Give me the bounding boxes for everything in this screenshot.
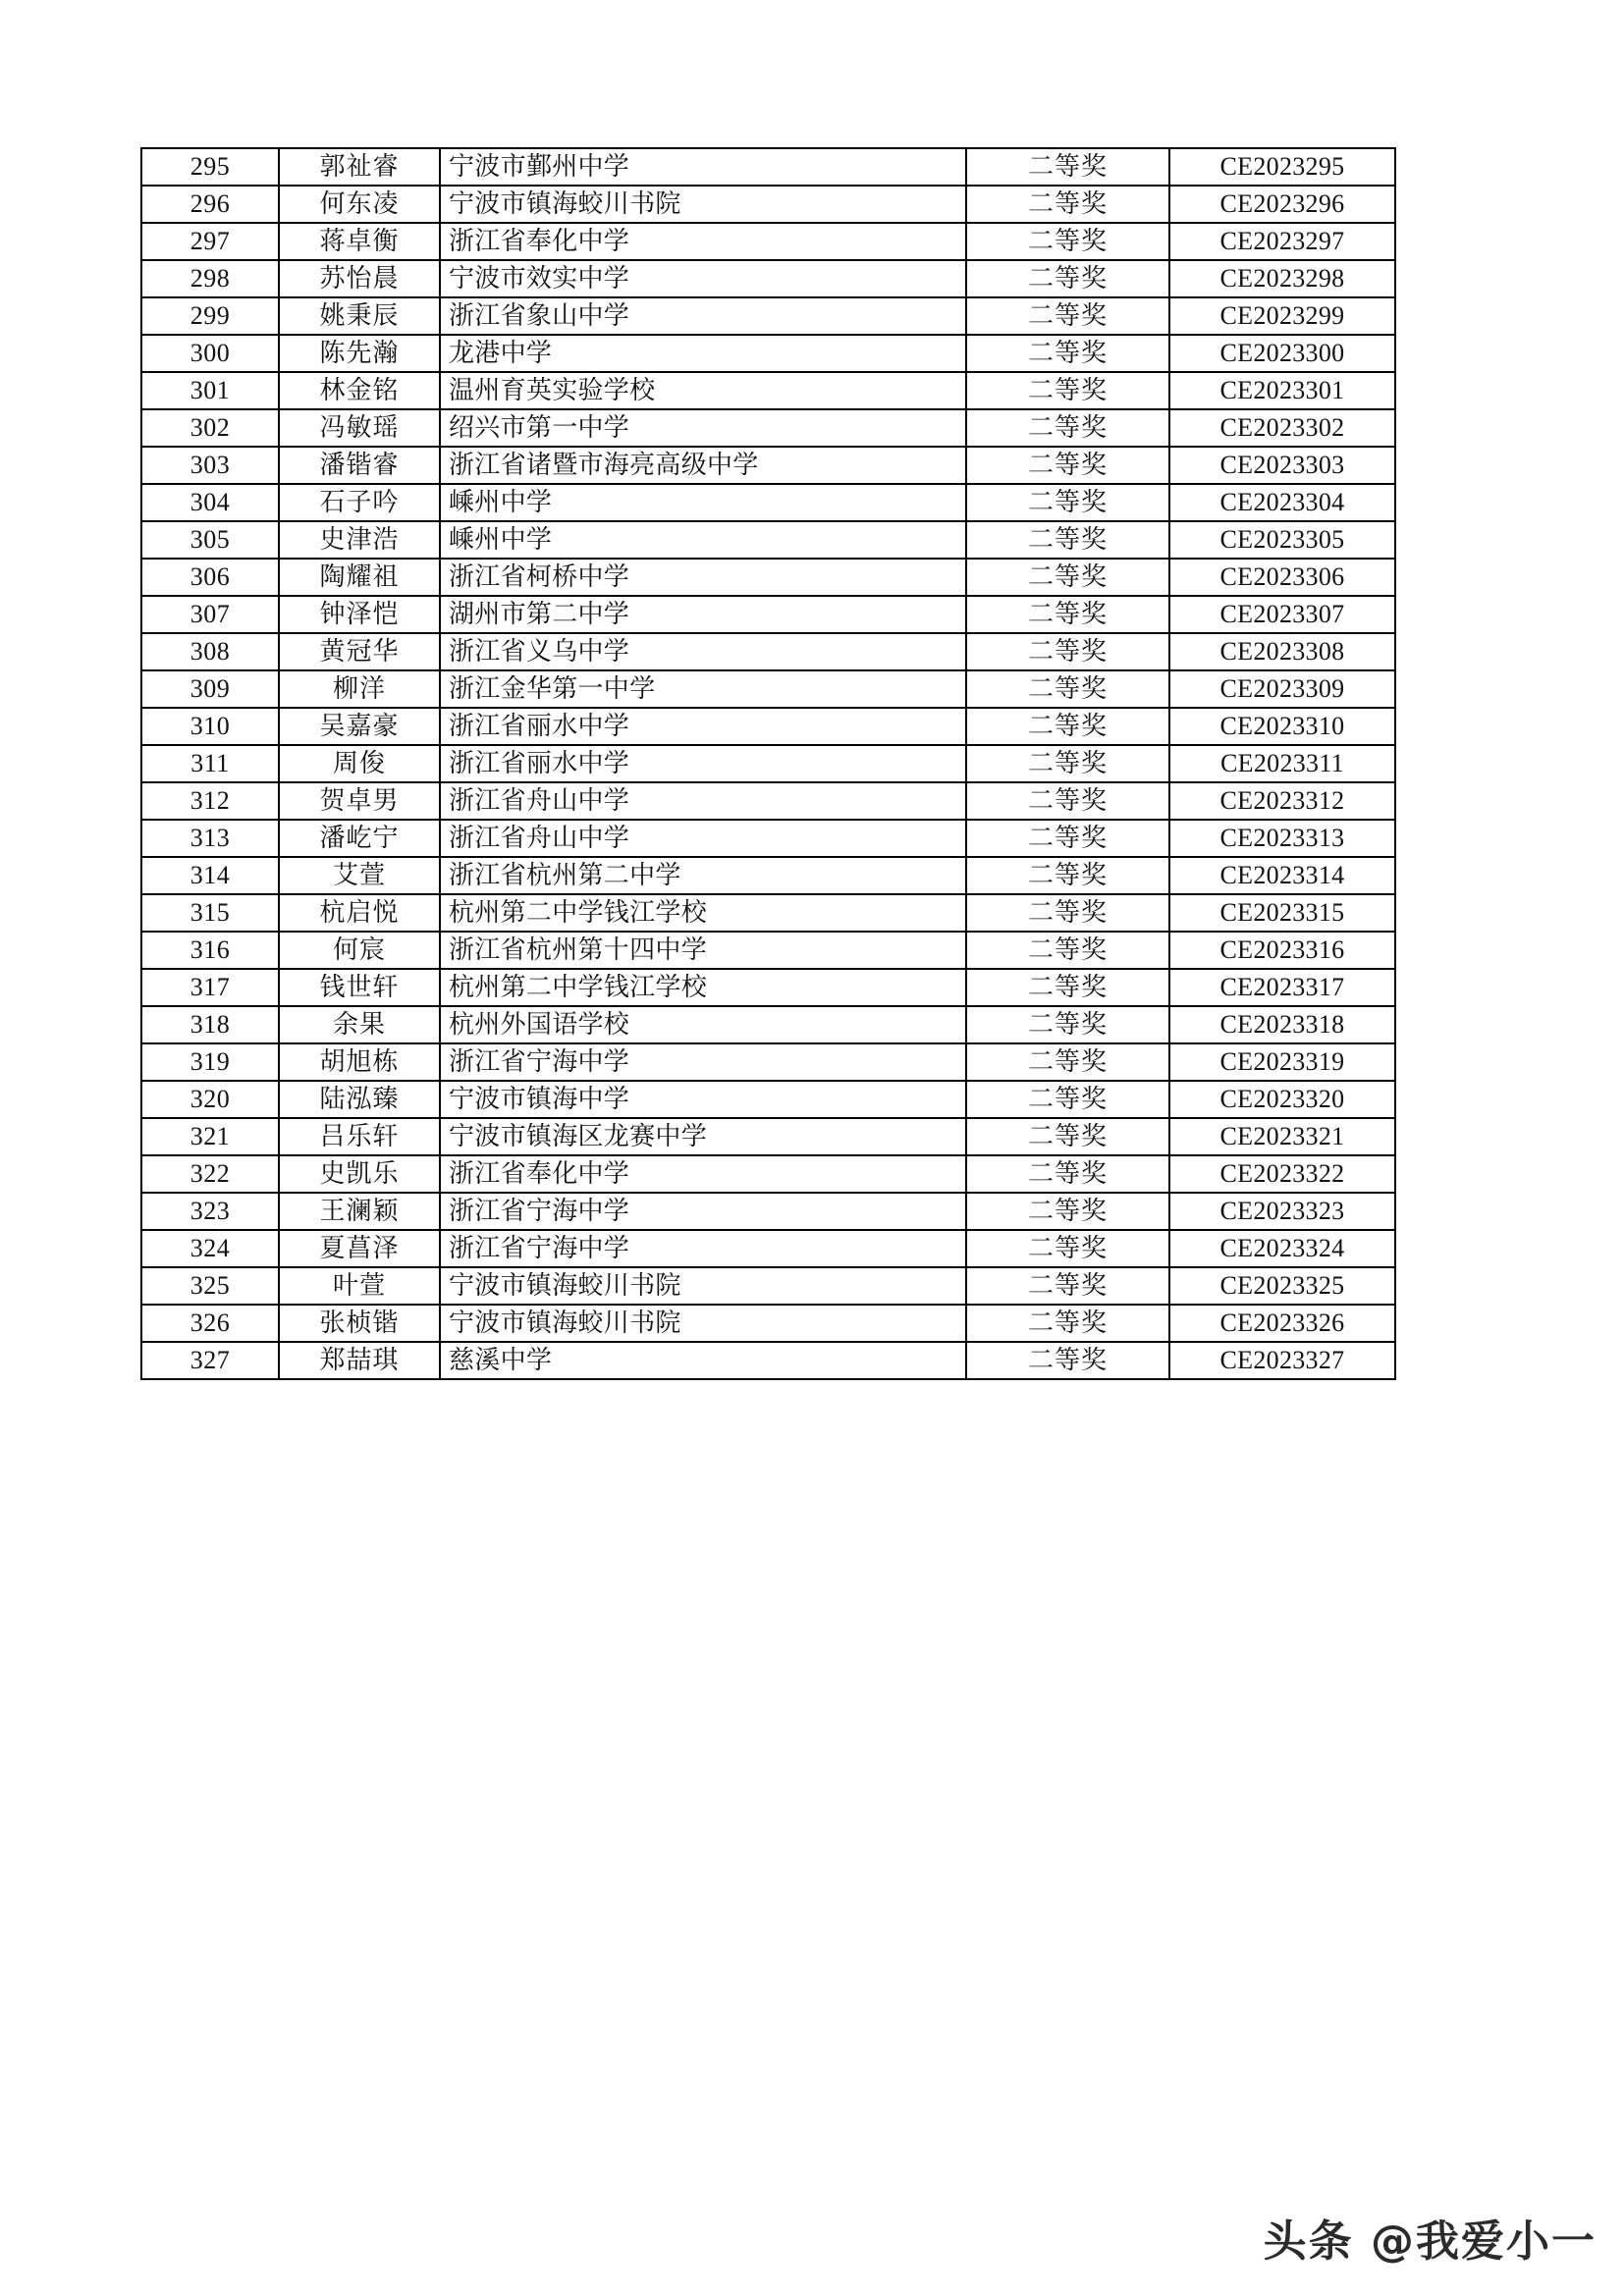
- table-row: [141, 559, 1395, 596]
- cell-school-name: 宁波市镇海蛟川书院: [440, 1267, 966, 1305]
- cell-student-name: 潘锴睿: [279, 447, 440, 484]
- table-row: [141, 857, 1395, 894]
- cell-student-name: 钱世轩: [279, 969, 440, 1006]
- cell-award-level: 二等奖: [966, 223, 1169, 260]
- cell-student-name: 吴嘉豪: [279, 708, 440, 745]
- cell-school-name: 宁波市鄞州中学: [440, 148, 966, 186]
- cell-school-name: 浙江省宁海中学: [440, 1043, 966, 1081]
- cell-sequence-number: 306: [141, 559, 279, 596]
- cell-sequence-number: 312: [141, 782, 279, 820]
- cell-school-name: 浙江省义乌中学: [440, 633, 966, 670]
- table-row: [141, 297, 1395, 335]
- table-row: [141, 633, 1395, 670]
- cell-award-level: 二等奖: [966, 1155, 1169, 1193]
- cell-student-name: 贺卓男: [279, 782, 440, 820]
- cell-school-name: 嵊州中学: [440, 521, 966, 559]
- cell-certificate-code: CE2023302: [1169, 409, 1395, 447]
- cell-certificate-code: CE2023299: [1169, 297, 1395, 335]
- cell-sequence-number: 302: [141, 409, 279, 447]
- cell-school-name: 浙江省宁海中学: [440, 1230, 966, 1267]
- cell-award-level: 二等奖: [966, 447, 1169, 484]
- table-row: [141, 484, 1395, 521]
- cell-student-name: 钟泽恺: [279, 596, 440, 633]
- cell-award-level: 二等奖: [966, 409, 1169, 447]
- cell-certificate-code: CE2023315: [1169, 894, 1395, 932]
- cell-sequence-number: 307: [141, 596, 279, 633]
- cell-award-level: 二等奖: [966, 708, 1169, 745]
- cell-school-name: 宁波市镇海蛟川书院: [440, 186, 966, 223]
- cell-school-name: 浙江省舟山中学: [440, 782, 966, 820]
- cell-certificate-code: CE2023301: [1169, 372, 1395, 409]
- cell-certificate-code: CE2023310: [1169, 708, 1395, 745]
- cell-school-name: 浙江省杭州第二中学: [440, 857, 966, 894]
- cell-certificate-code: CE2023323: [1169, 1193, 1395, 1230]
- cell-student-name: 吕乐轩: [279, 1118, 440, 1155]
- cell-award-level: 二等奖: [966, 633, 1169, 670]
- cell-sequence-number: 323: [141, 1193, 279, 1230]
- table-row: [141, 447, 1395, 484]
- cell-sequence-number: 327: [141, 1342, 279, 1379]
- cell-award-level: 二等奖: [966, 484, 1169, 521]
- table-row: [141, 1043, 1395, 1081]
- cell-school-name: 浙江省象山中学: [440, 297, 966, 335]
- table-row: [141, 596, 1395, 633]
- cell-certificate-code: CE2023319: [1169, 1043, 1395, 1081]
- cell-certificate-code: CE2023327: [1169, 1342, 1395, 1379]
- cell-student-name: 杭启悦: [279, 894, 440, 932]
- cell-student-name: 夏菖泽: [279, 1230, 440, 1267]
- cell-school-name: 慈溪中学: [440, 1342, 966, 1379]
- cell-award-level: 二等奖: [966, 782, 1169, 820]
- cell-school-name: 浙江省诸暨市海亮高级中学: [440, 447, 966, 484]
- cell-certificate-code: CE2023298: [1169, 260, 1395, 297]
- cell-student-name: 余果: [279, 1006, 440, 1043]
- cell-certificate-code: CE2023320: [1169, 1081, 1395, 1118]
- cell-certificate-code: CE2023322: [1169, 1155, 1395, 1193]
- cell-award-level: 二等奖: [966, 670, 1169, 708]
- cell-sequence-number: 300: [141, 335, 279, 372]
- cell-sequence-number: 319: [141, 1043, 279, 1081]
- cell-school-name: 浙江省丽水中学: [440, 745, 966, 782]
- table-row: [141, 335, 1395, 372]
- cell-award-level: 二等奖: [966, 1118, 1169, 1155]
- cell-certificate-code: CE2023304: [1169, 484, 1395, 521]
- cell-school-name: 宁波市镇海区龙赛中学: [440, 1118, 966, 1155]
- table-row: [141, 1267, 1395, 1305]
- cell-school-name: 杭州第二中学钱江学校: [440, 969, 966, 1006]
- cell-certificate-code: CE2023309: [1169, 670, 1395, 708]
- cell-certificate-code: CE2023306: [1169, 559, 1395, 596]
- cell-award-level: 二等奖: [966, 148, 1169, 186]
- table-row: [141, 932, 1395, 969]
- table-row: [141, 708, 1395, 745]
- cell-certificate-code: CE2023308: [1169, 633, 1395, 670]
- table-row: [141, 894, 1395, 932]
- cell-certificate-code: CE2023307: [1169, 596, 1395, 633]
- cell-certificate-code: CE2023300: [1169, 335, 1395, 372]
- cell-sequence-number: 324: [141, 1230, 279, 1267]
- cell-school-name: 浙江省奉化中学: [440, 1155, 966, 1193]
- cell-certificate-code: CE2023296: [1169, 186, 1395, 223]
- cell-sequence-number: 301: [141, 372, 279, 409]
- cell-award-level: 二等奖: [966, 1230, 1169, 1267]
- cell-award-level: 二等奖: [966, 372, 1169, 409]
- cell-school-name: 浙江省杭州第十四中学: [440, 932, 966, 969]
- cell-award-level: 二等奖: [966, 521, 1169, 559]
- cell-school-name: 浙江金华第一中学: [440, 670, 966, 708]
- table-row: [141, 1081, 1395, 1118]
- cell-sequence-number: 325: [141, 1267, 279, 1305]
- cell-certificate-code: CE2023312: [1169, 782, 1395, 820]
- cell-award-level: 二等奖: [966, 260, 1169, 297]
- table-row: [141, 1006, 1395, 1043]
- cell-award-level: 二等奖: [966, 1006, 1169, 1043]
- cell-student-name: 胡旭栋: [279, 1043, 440, 1081]
- cell-student-name: 柳洋: [279, 670, 440, 708]
- cell-sequence-number: 321: [141, 1118, 279, 1155]
- cell-certificate-code: CE2023321: [1169, 1118, 1395, 1155]
- cell-award-level: 二等奖: [966, 559, 1169, 596]
- cell-sequence-number: 322: [141, 1155, 279, 1193]
- cell-sequence-number: 320: [141, 1081, 279, 1118]
- cell-award-level: 二等奖: [966, 1081, 1169, 1118]
- cell-certificate-code: CE2023316: [1169, 932, 1395, 969]
- cell-student-name: 叶萱: [279, 1267, 440, 1305]
- table-row: [141, 1193, 1395, 1230]
- cell-sequence-number: 305: [141, 521, 279, 559]
- cell-certificate-code: CE2023324: [1169, 1230, 1395, 1267]
- cell-certificate-code: CE2023313: [1169, 820, 1395, 857]
- cell-certificate-code: CE2023326: [1169, 1305, 1395, 1342]
- cell-student-name: 张桢锴: [279, 1305, 440, 1342]
- cell-certificate-code: CE2023297: [1169, 223, 1395, 260]
- cell-school-name: 浙江省宁海中学: [440, 1193, 966, 1230]
- cell-school-name: 嵊州中学: [440, 484, 966, 521]
- cell-student-name: 蒋卓衡: [279, 223, 440, 260]
- table-row: [141, 372, 1395, 409]
- cell-student-name: 石子吟: [279, 484, 440, 521]
- cell-award-level: 二等奖: [966, 186, 1169, 223]
- cell-sequence-number: 297: [141, 223, 279, 260]
- cell-sequence-number: 316: [141, 932, 279, 969]
- cell-student-name: 艾萱: [279, 857, 440, 894]
- watermark: 头条 @我爱小一: [1263, 2216, 1597, 2267]
- cell-sequence-number: 304: [141, 484, 279, 521]
- cell-school-name: 宁波市镇海蛟川书院: [440, 1305, 966, 1342]
- cell-certificate-code: CE2023295: [1169, 148, 1395, 186]
- cell-student-name: 潘屹宁: [279, 820, 440, 857]
- table-row: [141, 1155, 1395, 1193]
- cell-sequence-number: 311: [141, 745, 279, 782]
- cell-school-name: 湖州市第二中学: [440, 596, 966, 633]
- cell-school-name: 绍兴市第一中学: [440, 409, 966, 447]
- cell-sequence-number: 314: [141, 857, 279, 894]
- cell-award-level: 二等奖: [966, 1305, 1169, 1342]
- cell-student-name: 何东凌: [279, 186, 440, 223]
- cell-award-level: 二等奖: [966, 335, 1169, 372]
- cell-school-name: 浙江省奉化中学: [440, 223, 966, 260]
- cell-sequence-number: 318: [141, 1006, 279, 1043]
- cell-student-name: 周俊: [279, 745, 440, 782]
- cell-student-name: 陈先瀚: [279, 335, 440, 372]
- table-row: [141, 409, 1395, 447]
- cell-school-name: 宁波市效实中学: [440, 260, 966, 297]
- cell-student-name: 史津浩: [279, 521, 440, 559]
- table-row: [141, 670, 1395, 708]
- cell-sequence-number: 310: [141, 708, 279, 745]
- cell-student-name: 姚秉辰: [279, 297, 440, 335]
- table-row: [141, 260, 1395, 297]
- cell-school-name: 温州育英实验学校: [440, 372, 966, 409]
- cell-sequence-number: 299: [141, 297, 279, 335]
- award-list-table: [140, 147, 1396, 1380]
- cell-award-level: 二等奖: [966, 857, 1169, 894]
- cell-sequence-number: 296: [141, 186, 279, 223]
- cell-school-name: 杭州外国语学校: [440, 1006, 966, 1043]
- cell-award-level: 二等奖: [966, 1043, 1169, 1081]
- cell-student-name: 郑喆琪: [279, 1342, 440, 1379]
- cell-student-name: 陆泓臻: [279, 1081, 440, 1118]
- cell-school-name: 龙港中学: [440, 335, 966, 372]
- cell-award-level: 二等奖: [966, 1267, 1169, 1305]
- cell-school-name: 浙江省柯桥中学: [440, 559, 966, 596]
- cell-student-name: 郭祉睿: [279, 148, 440, 186]
- cell-sequence-number: 315: [141, 894, 279, 932]
- table-row: [141, 148, 1395, 186]
- cell-school-name: 浙江省舟山中学: [440, 820, 966, 857]
- cell-award-level: 二等奖: [966, 297, 1169, 335]
- cell-certificate-code: CE2023318: [1169, 1006, 1395, 1043]
- table-row: [141, 186, 1395, 223]
- table-row: [141, 1230, 1395, 1267]
- table-row: [141, 969, 1395, 1006]
- cell-sequence-number: 308: [141, 633, 279, 670]
- cell-student-name: 王澜颖: [279, 1193, 440, 1230]
- cell-award-level: 二等奖: [966, 596, 1169, 633]
- cell-award-level: 二等奖: [966, 1342, 1169, 1379]
- cell-school-name: 浙江省丽水中学: [440, 708, 966, 745]
- table-row: [141, 521, 1395, 559]
- cell-sequence-number: 295: [141, 148, 279, 186]
- cell-student-name: 冯敏瑶: [279, 409, 440, 447]
- table-row: [141, 745, 1395, 782]
- cell-sequence-number: 303: [141, 447, 279, 484]
- award-list-body: [141, 148, 1395, 1379]
- table-row: [141, 1342, 1395, 1379]
- cell-certificate-code: CE2023314: [1169, 857, 1395, 894]
- cell-award-level: 二等奖: [966, 894, 1169, 932]
- table-row: [141, 223, 1395, 260]
- table-row: [141, 1118, 1395, 1155]
- cell-sequence-number: 298: [141, 260, 279, 297]
- cell-certificate-code: CE2023317: [1169, 969, 1395, 1006]
- cell-school-name: 杭州第二中学钱江学校: [440, 894, 966, 932]
- cell-award-level: 二等奖: [966, 745, 1169, 782]
- cell-certificate-code: CE2023325: [1169, 1267, 1395, 1305]
- cell-certificate-code: CE2023303: [1169, 447, 1395, 484]
- cell-school-name: 宁波市镇海中学: [440, 1081, 966, 1118]
- cell-award-level: 二等奖: [966, 969, 1169, 1006]
- cell-certificate-code: CE2023305: [1169, 521, 1395, 559]
- cell-student-name: 林金铭: [279, 372, 440, 409]
- cell-sequence-number: 313: [141, 820, 279, 857]
- cell-student-name: 陶耀祖: [279, 559, 440, 596]
- table-row: [141, 820, 1395, 857]
- table-row: [141, 782, 1395, 820]
- cell-student-name: 苏怡晨: [279, 260, 440, 297]
- cell-award-level: 二等奖: [966, 820, 1169, 857]
- cell-certificate-code: CE2023311: [1169, 745, 1395, 782]
- cell-student-name: 史凯乐: [279, 1155, 440, 1193]
- cell-award-level: 二等奖: [966, 1193, 1169, 1230]
- cell-award-level: 二等奖: [966, 932, 1169, 969]
- cell-sequence-number: 309: [141, 670, 279, 708]
- cell-student-name: 黄冠华: [279, 633, 440, 670]
- cell-student-name: 何宸: [279, 932, 440, 969]
- cell-sequence-number: 326: [141, 1305, 279, 1342]
- cell-sequence-number: 317: [141, 969, 279, 1006]
- table-row: [141, 1305, 1395, 1342]
